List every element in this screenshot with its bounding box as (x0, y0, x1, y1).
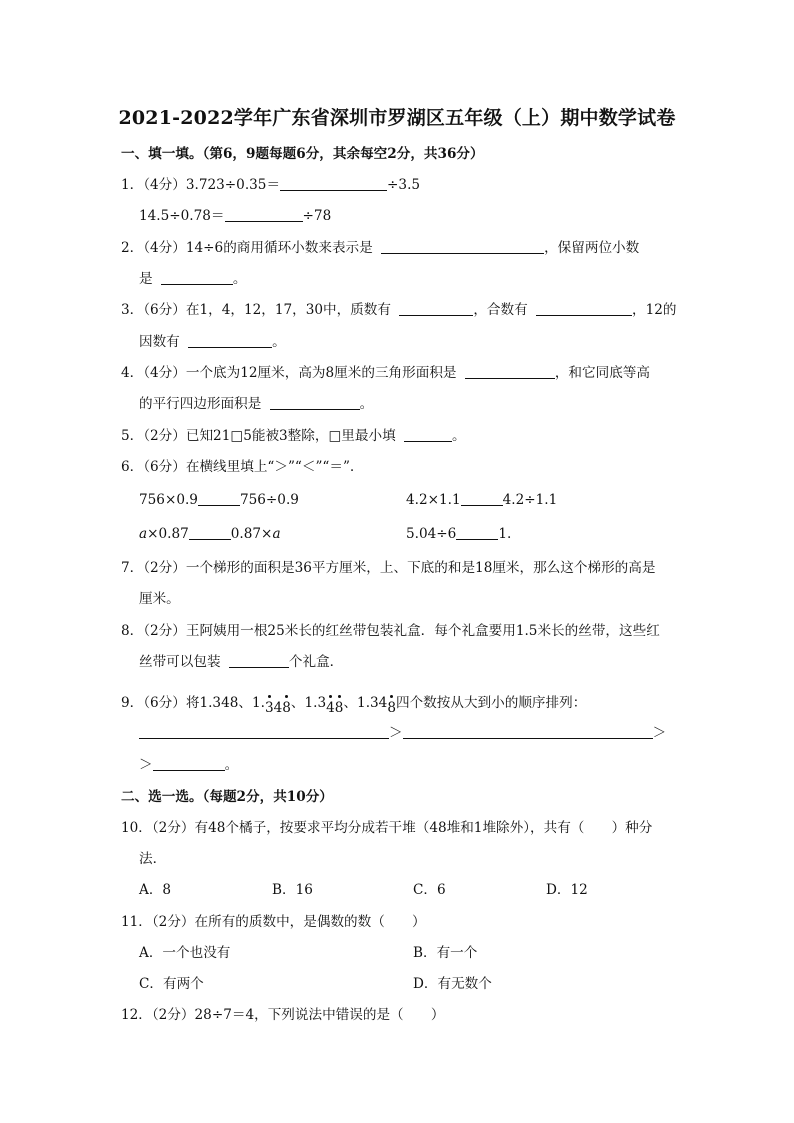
q4-text: 4．（4分）一个底为12厘米，高为8厘米的三角形面积是 (121, 365, 457, 381)
q4-blank-2[interactable] (270, 396, 360, 410)
q9-n3-digit-1: 4 (326, 699, 335, 717)
q1-b-blank[interactable] (225, 208, 303, 222)
q6-row-2-b (406, 525, 511, 543)
q4-blank-1[interactable] (465, 365, 555, 379)
q9-sep-1: 、1.3 (290, 695, 327, 711)
q2-text: 2．（4分）14÷6的商用循环小数来表示是 (121, 240, 373, 256)
repeat-dot-icon (338, 695, 341, 698)
section-2-heading: 二、选一选。（每题2分，共10分） (121, 789, 333, 805)
q6-r2a-var2: a (272, 526, 281, 542)
q11-option-c[interactable]: C．有两个 (139, 976, 204, 992)
q6-row-1-a (139, 491, 299, 509)
question-7-line-1: 7．（2分）一个梯形的面积是36平方厘米，上、下底的和是18厘米，那么这个梯形的高是 (121, 560, 656, 576)
q6-r1b-blank[interactable] (461, 492, 503, 506)
question-4-line-1 (121, 364, 650, 382)
q3-mid: ，合数有 (473, 302, 528, 318)
q6-r2b-left: 5.04÷6 (406, 526, 457, 542)
repeat-dot-icon (329, 695, 332, 698)
question-6: 6．（6分）在横线里填上“＞”“＜”“＝”. (121, 459, 355, 475)
question-10-line-1: 10．（2分）有48个橘子，按要求平均分成若干堆（48堆和1堆除外），共有（ ）种分 (121, 820, 653, 836)
q6-r2a-right: 0.87× (230, 526, 273, 542)
q4-text-end: ，和它同底等高 (554, 365, 650, 381)
q4-line2-end: 。 (359, 396, 374, 412)
q10-option-c[interactable]: C．6 (413, 882, 446, 898)
question-1-line-1 (121, 176, 420, 194)
question-8-line-2 (139, 653, 343, 671)
q11-option-a[interactable]: A．一个也没有 (139, 945, 231, 961)
question-3-line-1 (121, 301, 677, 319)
q9-gt-2: ＞ (652, 725, 667, 741)
repeat-dot-icon (268, 695, 271, 698)
section-1-heading: 一、填一填。（第6，9题每题6分，其余每空2分，共36分） (121, 146, 484, 162)
question-2-line-2 (139, 270, 247, 288)
q6-r2b-blank[interactable] (456, 526, 498, 540)
q6-r2b-right: 1. (498, 526, 512, 542)
q6-r2a-var: a (139, 526, 148, 542)
q9-blank-3[interactable] (153, 757, 225, 771)
q2-blank-2[interactable] (161, 271, 233, 285)
q9-n2-digit-1: 3 (265, 699, 274, 717)
q3-blank-3[interactable] (188, 334, 272, 348)
q5-end: 。 (452, 428, 466, 444)
q6-r1a-right: 756÷0.9 (239, 492, 299, 508)
q10-option-d[interactable]: D．12 (546, 882, 588, 898)
q2-blank-1[interactable] (381, 240, 544, 254)
question-9-line-3 (139, 756, 238, 774)
question-9-line-2 (139, 724, 666, 742)
q3-text-end: ，12的 (632, 302, 677, 318)
q3-line2-end: 。 (272, 334, 286, 350)
q6-r2a-mid: ×0.87 (147, 526, 189, 542)
q9-blank-1[interactable] (139, 725, 389, 739)
q2-line2-end: 。 (232, 271, 247, 287)
q9-gt-1: ＞ (389, 725, 403, 741)
q9-n2-digit-3: 8 (282, 699, 291, 717)
q2-line2-text: 是 (139, 271, 153, 287)
question-4-line-2 (139, 395, 373, 413)
q8-line2-end: 个礼盒． (288, 654, 344, 670)
question-3-line-2 (139, 333, 286, 351)
q3-line2-text: 因数有 (139, 334, 180, 350)
q6-r1b-left: 4.2×1.1 (406, 492, 461, 508)
q4-line2-text: 的平行四边形面积是 (139, 396, 262, 412)
question-12: 12．（2分）28÷7＝4，下列说法中错误的是（ ） (121, 1007, 445, 1023)
q9-end: 。 (224, 757, 239, 773)
question-2-line-1 (121, 239, 639, 257)
page-title: 2021-2022学年广东省深圳市罗湖区五年级（上）期中数学试卷 (118, 107, 676, 129)
q1-b-right: ÷78 (302, 208, 332, 224)
q1-a-left: 1．（4分）3.723÷0.35＝ (121, 177, 281, 193)
question-7-line-2: 厘米。 (139, 591, 180, 607)
q10-option-a[interactable]: A．8 (139, 882, 172, 898)
question-11: 11．（2分）在所有的质数中，是偶数的数（ ） (121, 914, 426, 930)
q9-prefix: 9．（6分）将1.348、1. (121, 695, 265, 711)
q11-option-d[interactable]: D．有无数个 (413, 976, 492, 992)
q3-blank-2[interactable] (536, 302, 632, 316)
q11-option-b[interactable]: B．有一个 (413, 945, 478, 961)
q2-text-end: ，保留两位小数 (544, 240, 640, 256)
q9-n3-digit-2: 8 (335, 699, 344, 717)
q1-a-right: ÷3.5 (387, 177, 421, 193)
q8-line2-text: 丝带可以包装 (139, 654, 221, 670)
q9-blank-2[interactable] (403, 725, 653, 739)
question-9-line-1 (121, 694, 587, 716)
q6-row-2-a (139, 525, 281, 543)
q9-sep-2: 、1.34 (343, 695, 388, 711)
q8-blank[interactable] (229, 654, 289, 668)
q9-suffix: 四个数按从大到小的顺序排列： (395, 695, 587, 711)
q9-n4-digit-1: 8 (387, 699, 396, 717)
question-8-line-1: 8．（2分）王阿姨用一根25米长的红丝带包装礼盒．每个礼盒要用1.5米长的丝带，这些红 (121, 623, 660, 639)
q6-r1b-right: 4.2÷1.1 (502, 492, 558, 508)
q6-r1a-blank[interactable] (198, 492, 240, 506)
q3-blank-1[interactable] (399, 302, 473, 316)
q1-a-blank[interactable] (280, 177, 387, 191)
q6-row-1-b (406, 491, 557, 509)
q6-r2a-blank[interactable] (189, 526, 231, 540)
q9-gt-3: ＞ (139, 757, 153, 773)
q3-text: 3．（6分）在1，4，12，17，30中，质数有 (121, 302, 391, 318)
q6-r1a-left: 756×0.9 (139, 492, 198, 508)
question-10-line-2: 法． (139, 851, 167, 867)
question-1-line-2 (139, 207, 331, 225)
repeat-dot-icon (390, 695, 393, 698)
repeat-dot-icon (285, 695, 288, 698)
q10-option-b[interactable]: B．16 (272, 882, 313, 898)
q9-n2-digit-2: 4 (273, 700, 283, 716)
q5-text: 5．（2分）已知21□5能被3整除，□里最小填 (121, 428, 396, 444)
q1-b-left: 14.5÷0.78＝ (139, 208, 225, 224)
q5-blank[interactable] (404, 428, 452, 442)
question-5 (121, 427, 466, 445)
